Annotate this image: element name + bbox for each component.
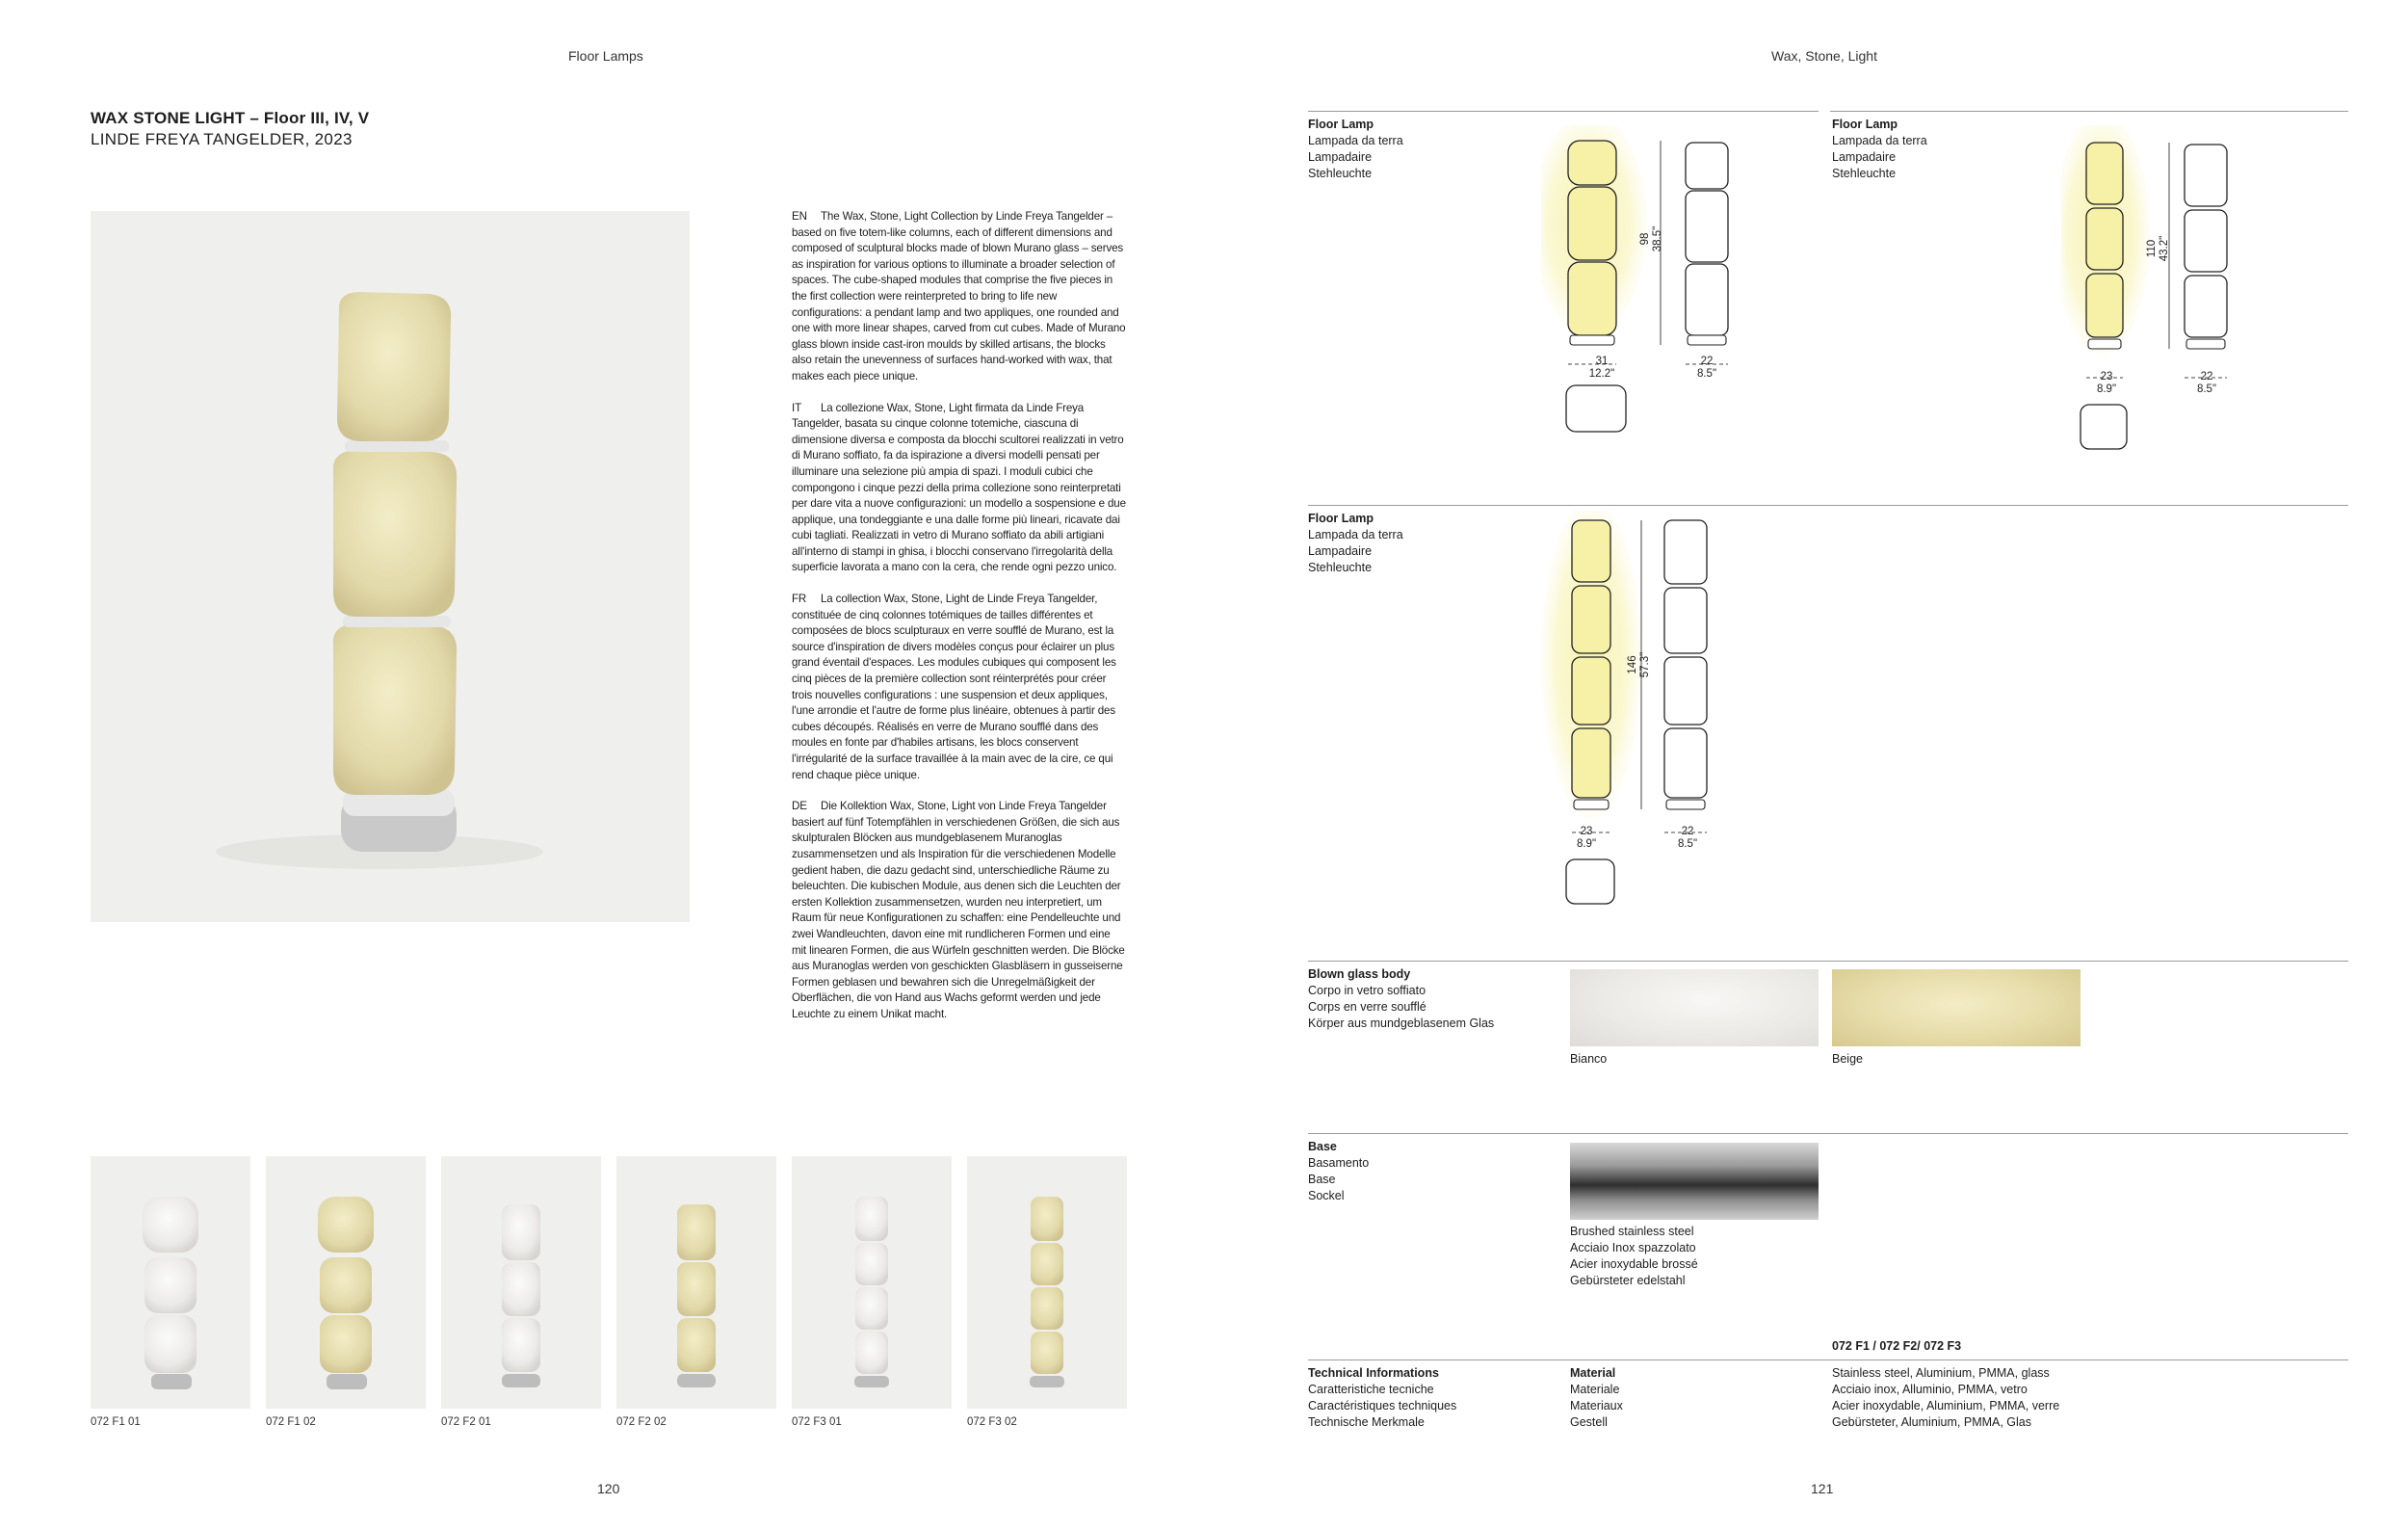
finish-en: Brushed stainless steel [1570, 1225, 1694, 1238]
lang-code: FR [792, 593, 807, 606]
dim-in: 8.5" [1696, 368, 1717, 380]
width-dimension [1578, 356, 1626, 381]
depth-dimension [1663, 826, 1712, 851]
label-it: Lampada da terra [1308, 134, 1403, 147]
description-text: The Wax, Stone, Light Collection by Linde Freya Tangelder – based on five totem-like columns, each of different dimensions and composed of sculptural blocks made of blown Murano glass – serves as inspiration for various options to illuminate a broader selection of spaces. The cube-shaped modules that comprise the five pieces in the first collection were reinterpreted to bring to life new configurations: a pendant lamp and two appliques, one rounded and one with more linear shapes, carved from cut cubes. Made of Murano glass blown inside cast-iron moulds by skilled artisans, the blocks also retain the unevenness of surfaces hand-worked with wax, that makes each piece unique. [792, 210, 1126, 383]
variant-thumbnails [91, 1156, 1131, 1436]
floor-lamp-label [1308, 117, 1403, 182]
dim-cm: 31 [1595, 356, 1609, 367]
depth-dimension [1683, 356, 1731, 381]
lang-code: IT [792, 401, 802, 414]
label-de: Stehleuchte [1832, 167, 1897, 180]
description-fr [792, 592, 1127, 783]
label-de: Gestell [1570, 1415, 1608, 1429]
description-de [792, 799, 1127, 1022]
dim-cm: 98 [1639, 232, 1651, 246]
value-de: Gebürsteter, Aluminium, PMMA, Glas [1832, 1415, 2032, 1429]
label-de: Sockel [1308, 1189, 1345, 1202]
label-en: Floor Lamp [1308, 118, 1374, 131]
value-it: Acciaio inox, Alluminio, PMMA, vetro [1832, 1383, 2028, 1396]
glass-body-label [1308, 966, 1494, 1032]
thumbnail-caption: 072 F3 01 [792, 1416, 842, 1428]
label-it: Basamento [1308, 1156, 1370, 1170]
page-number-right: 121 [1811, 1481, 1834, 1496]
label-fr: Corps en verre soufflé [1308, 1000, 1426, 1014]
height-dimension [1627, 636, 1652, 694]
thumbnail-image [792, 1156, 952, 1409]
thumbnail-image [441, 1156, 601, 1409]
description-text: Die Kollektion Wax, Stone, Light von Linde Freya Tangelder basiert auf fünf Totempfählen in verschiedenen Größen, die sich aus skulpturalen Blöcken aus mundgeblasenem Muranoglas zusammensetzen und als Inspiration für die verschiedenen Modelle gedient haben, die dazu gedacht sind, unterschiedliche Räume zu beleuchten. Die kubischen Module, aus denen sich die Leuchten der ersten Kollektion zusammensetzen, wurden neu interpretiert, um Raum für neue Konfigurationen zu schaffen: eine Pendelleuchte und zwei Wandleuchten, davon eine mit rundlicheren Formen und eine mit linearen Formen, die aus Würfeln geschnitten werden. Die Blöcke aus Muranoglas werden von geschickten Glasbläsern in gusseiserne Formen geblasen und bewahren sich die Unregelmäßigkeit der Oberflächen, die von Hand aus Wachs geformt werden und jede Leuchte zu einem Unikat macht. [792, 800, 1125, 1020]
running-head-right: Wax, Stone, Light [1771, 48, 1877, 64]
swatch-caption: Beige [1832, 1052, 1863, 1066]
label-de: Stehleuchte [1308, 167, 1373, 180]
designer-subtitle: LINDE FREYA TANGELDER, 2023 [91, 130, 353, 148]
label-en: Floor Lamp [1832, 118, 1898, 131]
thumbnail-image [266, 1156, 426, 1409]
dim-in: 38.5" [1652, 225, 1663, 252]
technical-drawing-1 [1541, 125, 1792, 443]
thumbnail-image [967, 1156, 1127, 1409]
dim-cm: 110 [2146, 239, 2158, 258]
tech-codes: 072 F1 / 072 F2/ 072 F3 [1832, 1339, 1962, 1353]
dim-in: 8.9" [2096, 383, 2117, 395]
label-it: Materiale [1570, 1383, 1620, 1396]
description-text: La collection Wax, Stone, Light de Linde Freya Tangelder, constituée de cinq colonnes totémiques de tailles différentes et composées de blocs sculpturaux en verre soufflé de Murano, est la source d'inspiration de divers modèles conçus pour éclairer un plus grand éventail d'espaces. Les modules cubiques qui composent les cinq pièces de la première collection sont réinterprétés pour créer trois nouvelles configurations : une suspension et deux appliques, l'une arrondie et l'autre de forme plus linéaire, obtenues à partir des cubes découpés. Réalisés en verre de Murano soufflé dans des moules en fonte par d'habiles artisans, les blocs conservent l'irrégularité de la surface travaillée à la main avec de la cire, ce qui rend chaque pièce unique. [792, 593, 1116, 781]
thumbnail-caption: 072 F3 02 [967, 1416, 1017, 1428]
label-fr: Materiaux [1570, 1399, 1623, 1412]
dim-cm: 22 [1700, 356, 1714, 367]
section-rule [1308, 111, 1819, 112]
thumbnail-image [91, 1156, 250, 1409]
base-label [1308, 1139, 1369, 1204]
label-it: Lampada da terra [1832, 134, 1927, 147]
section-rule [1308, 961, 2348, 962]
thumbnail-caption: 072 F2 01 [441, 1416, 491, 1428]
finish-de: Gebürsteter edelstahl [1570, 1274, 1686, 1287]
label-de: Stehleuchte [1308, 561, 1373, 574]
lang-code: DE [792, 800, 807, 813]
section-rule [1308, 1133, 2348, 1134]
label-en: Floor Lamp [1308, 512, 1374, 525]
depth-dimension [2183, 371, 2231, 396]
width-dimension [2082, 371, 2131, 396]
dim-in: 8.5" [2196, 383, 2217, 395]
finish-it: Acciaio Inox spazzolato [1570, 1241, 1696, 1254]
section-rule [1308, 1359, 2348, 1360]
label-en: Technical Informations [1308, 1366, 1439, 1380]
dim-cm: 22 [1681, 826, 1694, 837]
label-fr: Lampadaire [1308, 544, 1373, 558]
thumbnail-caption: 072 F1 01 [91, 1416, 141, 1428]
running-head-left: Floor Lamps [568, 48, 643, 64]
dim-cm: 146 [1627, 655, 1638, 674]
section-rule [1830, 111, 2348, 112]
label-fr: Lampadaire [1308, 150, 1373, 164]
width-dimension [1562, 826, 1610, 851]
label-fr: Base [1308, 1173, 1336, 1186]
material-label [1570, 1365, 1623, 1431]
dim-cm: 23 [1580, 826, 1593, 837]
floor-lamp-label [1832, 117, 1927, 182]
floor-lamp-label [1308, 511, 1403, 576]
dim-in: 8.9" [1576, 838, 1597, 850]
product-photo [91, 211, 690, 922]
dim-in: 43.2" [2159, 235, 2170, 262]
label-en: Base [1308, 1140, 1337, 1153]
label-en: Material [1570, 1366, 1616, 1380]
description-it [792, 401, 1127, 577]
label-de: Körper aus mundgeblasenem Glas [1308, 1016, 1495, 1030]
thumbnail-caption: 072 F1 02 [266, 1416, 316, 1428]
product-title: WAX STONE LIGHT – Floor III, IV, V [91, 109, 370, 127]
section-rule [1308, 505, 2348, 506]
dim-cm: 23 [2100, 371, 2113, 383]
dim-in: 8.5" [1677, 838, 1698, 850]
swatch-bianco [1570, 969, 1819, 1046]
technical-drawing-2 [2061, 125, 2312, 462]
label-fr: Lampadaire [1832, 150, 1897, 164]
label-it: Lampada da terra [1308, 528, 1403, 541]
height-dimension [2146, 220, 2171, 277]
swatch-caption: Bianco [1570, 1052, 1608, 1066]
thumbnail-caption: 072 F2 02 [616, 1416, 667, 1428]
description-en [792, 209, 1127, 385]
label-fr: Caractéristiques techniques [1308, 1399, 1457, 1412]
dim-in: 12.2" [1588, 368, 1615, 380]
value-fr: Acier inoxydable, Aluminium, PMMA, verre [1832, 1399, 2060, 1412]
thumbnail-image [616, 1156, 776, 1409]
swatch-beige [1832, 969, 2081, 1046]
dim-in: 57.3" [1639, 651, 1651, 678]
value-en: Stainless steel, Aluminium, PMMA, glass [1832, 1366, 2050, 1380]
tech-label [1308, 1365, 1456, 1431]
description-block [792, 209, 1127, 1039]
material-values [1832, 1365, 2059, 1431]
swatch-steel [1570, 1143, 1819, 1220]
base-finish [1570, 1224, 1698, 1289]
finish-fr: Acier inoxydable brossé [1570, 1257, 1698, 1271]
page-number-left: 120 [597, 1481, 620, 1496]
lang-code: EN [792, 210, 807, 223]
technical-drawing-3 [1541, 511, 1792, 915]
height-dimension [1639, 210, 1664, 268]
label-en: Blown glass body [1308, 967, 1411, 981]
description-text: La collezione Wax, Stone, Light firmata da Linde Freya Tangelder, basata su cinque colonne totemiche, ciascuna di dimensione diversa e composta da blocchi scultorei realizzati in vetro di Murano soffiato, fa da ispirazione a diversi modelli pensati per illuminare una selezione più ampia di spazi. I moduli cubici che compongono i cinque pezzi della prima collezione sono reinterpretati per dare vita a nuove configurazioni: un modello a sospensione e due applique, una tondeggiante e una dalle forme più lineari, ricavate dai cubi tagliati. Realizzati in vetro di Murano soffiato da abili artigiani all'interno di stampi in ghisa, i blocchi conservano l'irregolarità della superficie lavorata a mano con la cera, che rende ogni pezzo unico. [792, 401, 1126, 574]
label-de: Technische Merkmale [1308, 1415, 1425, 1429]
label-it: Corpo in vetro soffiato [1308, 984, 1426, 997]
label-it: Caratteristiche tecniche [1308, 1383, 1434, 1396]
dim-cm: 22 [2200, 371, 2213, 383]
